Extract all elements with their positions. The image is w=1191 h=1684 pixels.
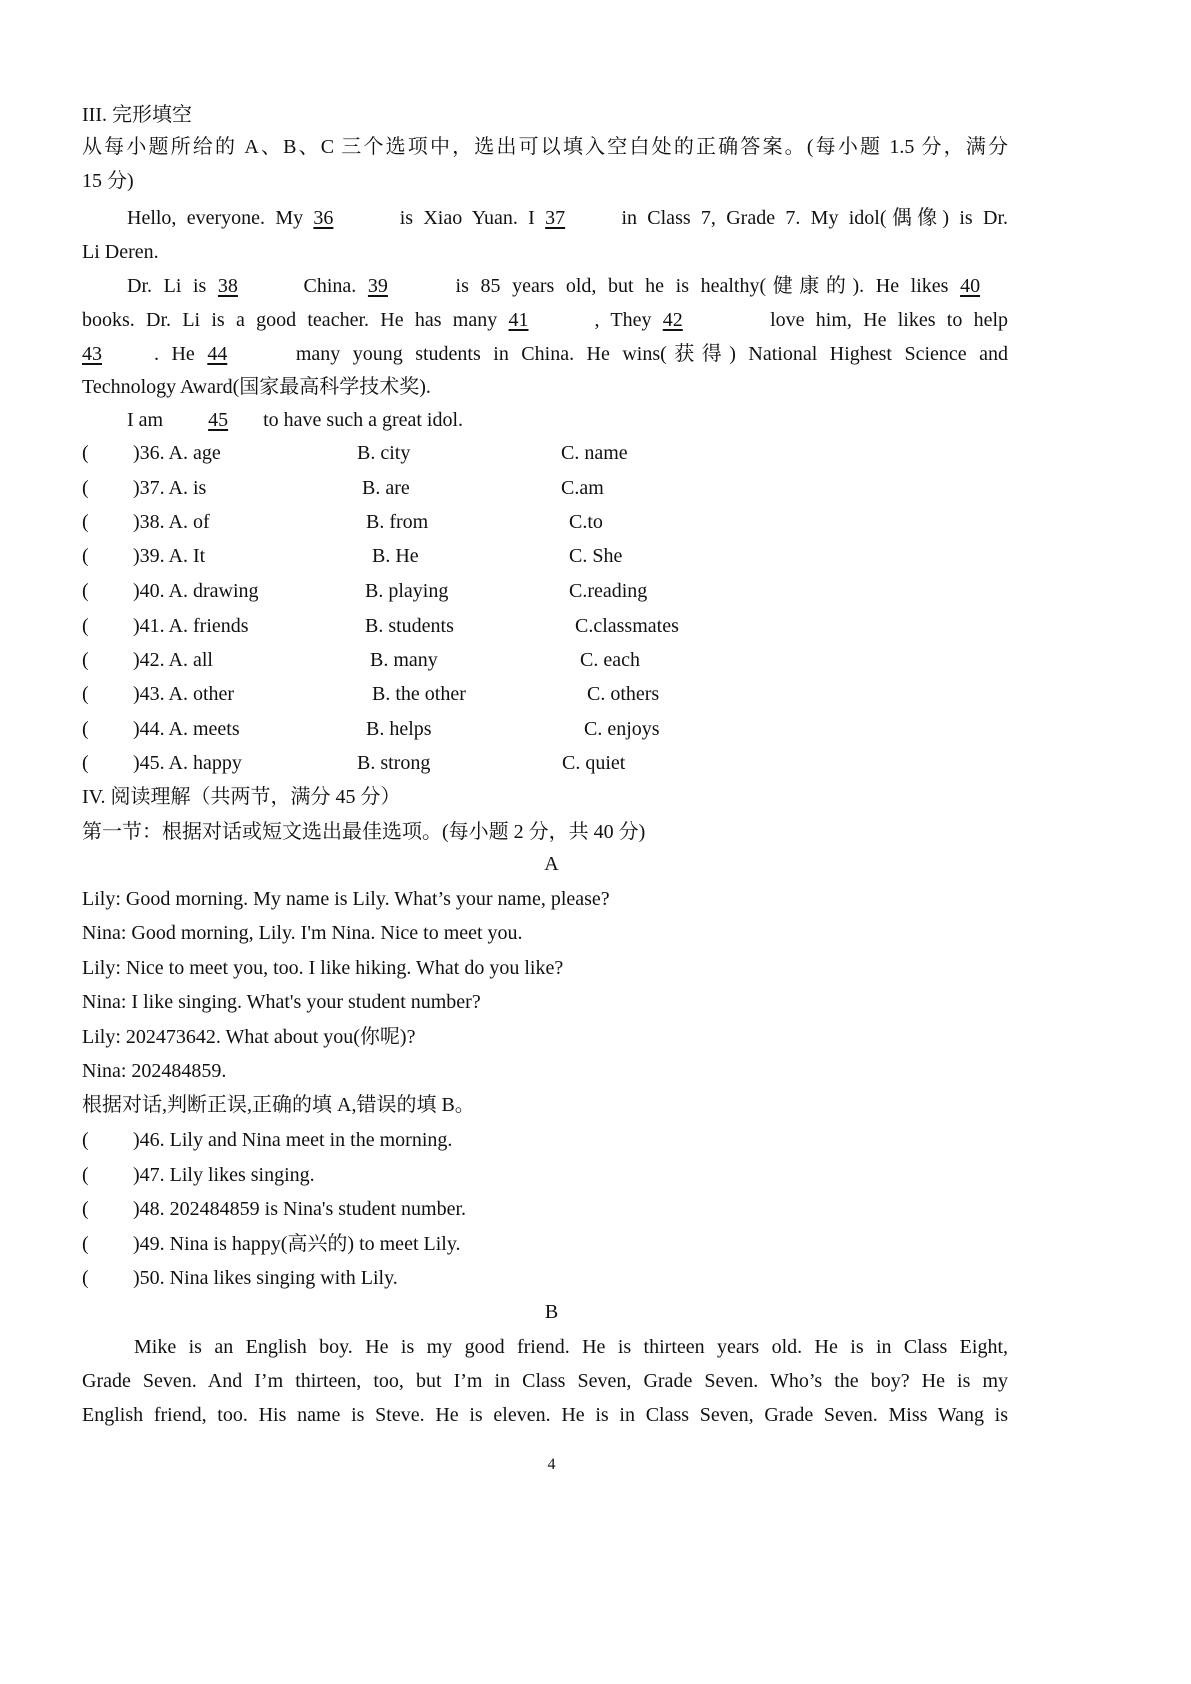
answer-paren: ( <box>82 1198 89 1220</box>
option-b: B. are <box>362 477 410 499</box>
text: . He <box>154 343 195 365</box>
dialogue-line: Nina: 202484859. <box>82 1060 227 1082</box>
cloze-line-6: Technology Award(国家最高科学技术奖). <box>82 376 431 398</box>
text: , They <box>594 309 652 331</box>
option-c: C.classmates <box>575 615 679 637</box>
option-c: C. name <box>561 442 628 464</box>
option-a: )42. A. all <box>133 649 213 671</box>
answer-paren: ( <box>82 1164 89 1186</box>
option-c: C.to <box>569 511 603 533</box>
cloze-line-5 <box>82 341 1008 367</box>
question-50: )50. Nina likes singing with Lily. <box>133 1267 398 1289</box>
option-b: B. He <box>372 545 419 567</box>
cloze-line-3 <box>82 273 1008 299</box>
option-a: )37. A. is <box>133 477 207 499</box>
answer-paren: ( <box>82 1267 89 1289</box>
section-3-instruction-line-1: 从每小题所给的 A、B、C 三个选项中，选出可以填入空白处的正确答案。(每小题 1.5 分，满分 <box>82 136 1008 158</box>
answer-paren: ( <box>82 545 89 567</box>
text: in Class 7, Grade 7. My idol(偶像) is Dr. <box>621 207 1009 229</box>
question-47: )47. Lily likes singing. <box>133 1164 315 1186</box>
question-46: )46. Lily and Nina meet in the morning. <box>133 1129 453 1151</box>
passage-b-line-1: Mike is an English boy. He is my good friend. He is thirteen years old. He is in Class Eight, <box>134 1336 1008 1358</box>
answer-paren: ( <box>82 1233 89 1255</box>
text: to have such a great idol. <box>263 409 464 431</box>
answer-paren: ( <box>82 511 89 533</box>
blank-44: 44 <box>207 343 228 365</box>
answer-paren: ( <box>82 718 89 740</box>
blank-36: 36 <box>313 207 334 229</box>
question-48: )48. 202484859 is Nina's student number. <box>133 1198 467 1220</box>
option-a: )40. A. drawing <box>133 580 259 602</box>
option-c: C. others <box>587 683 660 705</box>
section-4-heading: IV. 阅读理解（共两节，满分 45 分） <box>82 786 401 808</box>
option-c: C.am <box>561 477 604 499</box>
text: Dr. Li is <box>127 275 207 297</box>
option-b: B. playing <box>365 580 449 602</box>
blank-37: 37 <box>545 207 566 229</box>
option-b: B. the other <box>372 683 466 705</box>
option-b: B. strong <box>357 752 431 774</box>
blank-42: 42 <box>662 309 683 331</box>
cloze-line-4 <box>82 307 1008 333</box>
option-c: C. enjoys <box>584 718 660 740</box>
text: is 85 years old, but he is healthy(健康的). He likes <box>455 275 949 297</box>
text: love him, He likes to help <box>770 309 1009 331</box>
answer-paren: ( <box>82 683 89 705</box>
option-a: )38. A. of <box>133 511 210 533</box>
answer-paren: ( <box>82 442 89 464</box>
answer-paren: ( <box>82 649 89 671</box>
question-49: )49. Nina is happy(高兴的) to meet Lily. <box>133 1233 461 1255</box>
option-b: B. students <box>365 615 454 637</box>
blank-40: 40 <box>960 275 981 297</box>
page-number: 4 <box>547 1456 556 1473</box>
option-b: B. from <box>366 511 429 533</box>
option-c: C. She <box>569 545 623 567</box>
blank-43: 43 <box>82 343 102 365</box>
option-a: )39. A. It <box>133 545 206 567</box>
answer-paren: ( <box>82 580 89 602</box>
section-3-heading: III. 完形填空 <box>82 104 192 126</box>
section-3-instruction-line-2: 15 分) <box>82 170 134 192</box>
passage-a-label: A <box>544 853 559 875</box>
option-b: B. helps <box>366 718 432 740</box>
cloze-line-7 <box>82 407 1008 433</box>
blank-39: 39 <box>367 275 388 297</box>
section-4-part-1: 第一节：根据对话或短文选出最佳选项。(每小题 2 分，共 40 分) <box>82 821 646 843</box>
passage-b-label: B <box>544 1301 559 1323</box>
dialogue-line: Lily: Nice to meet you, too. I like hiking. What do you like? <box>82 957 564 979</box>
answer-paren: ( <box>82 477 89 499</box>
blank-38: 38 <box>217 275 238 297</box>
cloze-line-1 <box>82 205 1008 231</box>
dialogue-line: Nina: Good morning, Lily. I'm Nina. Nice to meet you. <box>82 922 523 944</box>
passage-a-instruction: 根据对话,判断正误,正确的填 A,错误的填 B。 <box>82 1094 475 1116</box>
blank-45: 45 <box>208 409 229 431</box>
option-a: )44. A. meets <box>133 718 240 740</box>
text: I am <box>127 409 164 431</box>
option-c: C. each <box>580 649 640 671</box>
option-a: )43. A. other <box>133 683 235 705</box>
blank-41: 41 <box>508 309 529 331</box>
answer-paren: ( <box>82 752 89 774</box>
option-b: B. city <box>357 442 411 464</box>
option-c: C. quiet <box>562 752 626 774</box>
option-a: )36. A. age <box>133 442 221 464</box>
cloze-line-2: Li Deren. <box>82 241 159 263</box>
option-b: B. many <box>370 649 438 671</box>
option-c: C.reading <box>569 580 648 602</box>
dialogue-line: Lily: 202473642. What about you(你呢)? <box>82 1026 416 1048</box>
text: Hello, everyone. My <box>127 207 304 229</box>
text: books. Dr. Li is a good teacher. He has many <box>82 309 498 331</box>
text: many young students in China. He wins(获得) National Highest Science and <box>295 343 1009 365</box>
answer-paren: ( <box>82 1129 89 1151</box>
dialogue-line: Lily: Good morning. My name is Lily. What’s your name, please? <box>82 888 610 910</box>
passage-b-line-2: Grade Seven. And I’m thirteen, too, but I’m in Class Seven, Grade Seven. Who’s the boy? He is my <box>82 1370 1008 1392</box>
text: is Xiao Yuan. I <box>399 207 535 229</box>
answer-paren: ( <box>82 615 89 637</box>
option-a: )45. A. happy <box>133 752 242 774</box>
dialogue-line: Nina: I like singing. What's your student number? <box>82 991 481 1013</box>
option-a: )41. A. friends <box>133 615 249 637</box>
text: China. <box>303 275 357 297</box>
passage-b-line-3: English friend, too. His name is Steve. He is eleven. He is in Class Seven, Grade Seven. Miss Wang is <box>82 1404 1008 1426</box>
